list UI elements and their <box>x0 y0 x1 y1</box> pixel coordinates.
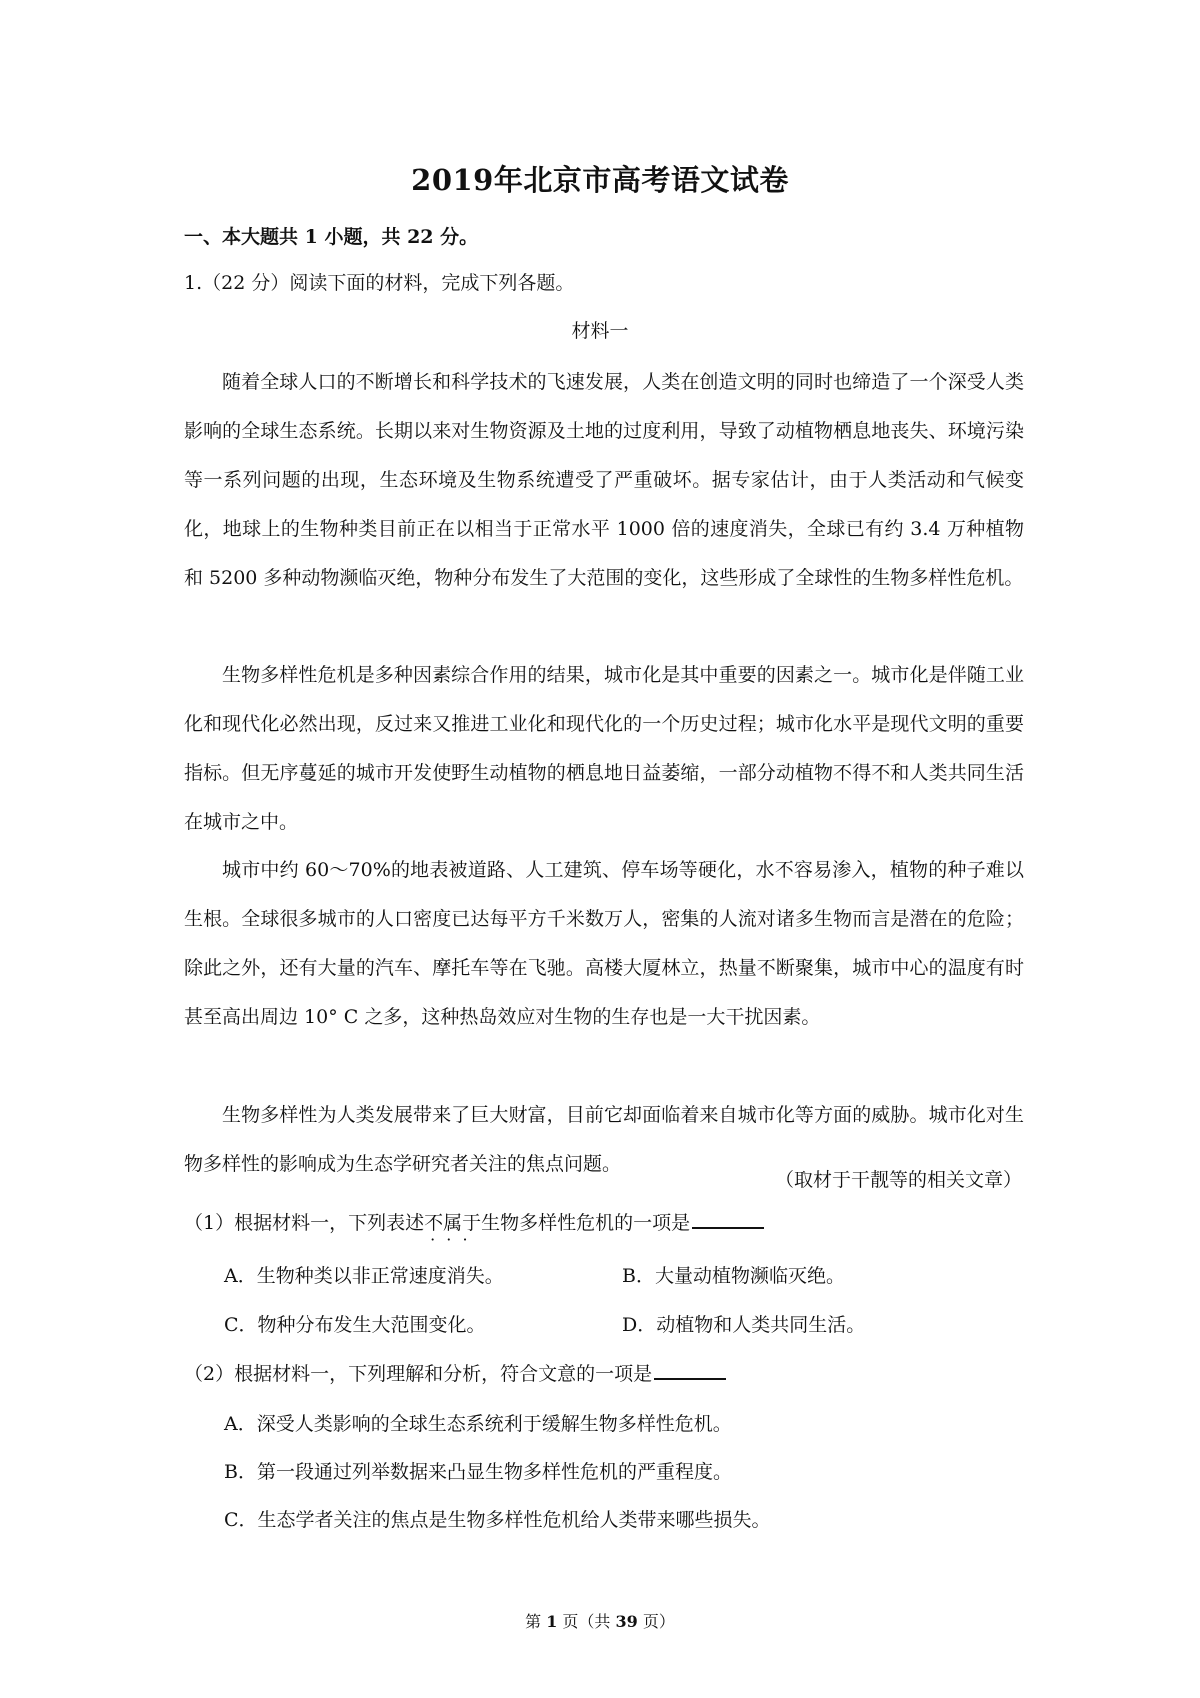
answer-blank[interactable] <box>692 1209 764 1229</box>
answer-blank[interactable] <box>654 1360 726 1380</box>
emphasis-text: 不属于 · · · <box>424 1212 481 1234</box>
sub-question-1-prefix: （1）根据材料一，下列表述 <box>184 1212 425 1234</box>
option-1c: C．物种分布发生大范围变化。 <box>224 1314 486 1336</box>
paragraph-1: 随着全球人口的不断增长和科学技术的飞速发展，人类在创造文明的同时也缔造了一个深受人类影响的全球生态系统。长期以来对生物资源及土地的过度利用，导致了动植物栖息地丧失、环境污染等一系列问题的出现，生态环境及生物系统遭受了严重破坏。据专家估计，由于人类活动和气候变化，地球上的生物种类目前正在以相当于正常水平 1000 倍的速度消失，全球已有约 3.4 万种植物和 5200 多种动物濒临灭绝，物种分布发生了大范围的变化，这些形成了全球性的生物多样性危机。 <box>184 371 1024 589</box>
paragraph-2: 生物多样性危机是多种因素综合作用的结果，城市化是其中重要的因素之一。城市化是伴随工业化和现代化必然出现，反过来又推进工业化和现代化的一个历史过程；城市化水平是现代文明的重要指标。但无序蔓延的城市开发使野生动植物的栖息地日益萎缩，一部分动植物不得不和人类共同生活在城市之中。 <box>184 664 1024 833</box>
page-footer <box>0 1609 1200 1632</box>
paragraph-4: 生物多样性为人类发展带来了巨大财富，目前它却面临着来自城市化等方面的威胁。城市化对生物多样性的影响成为生态学研究者关注的焦点问题。 <box>184 1104 1024 1175</box>
material-heading: 材料一 <box>571 320 629 342</box>
option-2b: B．第一段通过列举数据来凸显生物多样性危机的严重程度。 <box>224 1461 732 1483</box>
source-note: （取材于干靓等的相关文章） <box>774 1169 1022 1191</box>
option-2c: C．生态学者关注的焦点是生物多样性危机给人类带来哪些损失。 <box>224 1509 771 1531</box>
option-1b: B．大量动植物濒临灭绝。 <box>622 1265 845 1287</box>
sub-question-1-suffix: 生物多样性危机的一项是 <box>481 1212 691 1234</box>
sub-question-2 <box>184 1359 726 1386</box>
question-intro: 1.（22 分）阅读下面的材料，完成下列各题。 <box>184 272 575 294</box>
page-title: 2019年北京市高考语文试卷 <box>411 163 789 197</box>
option-2a: A．深受人类影响的全球生态系统利于缓解生物多样性危机。 <box>224 1413 732 1435</box>
sub-question-2-stem: （2）根据材料一，下列理解和分析，符合文意的一项是 <box>184 1363 653 1385</box>
paragraph-3: 城市中约 60～70%的地表被道路、人工建筑、停车场等硬化，水不容易渗入，植物的种子难以生根。全球很多城市的人口密度已达每平方千米数万人，密集的人流对诸多生物而言是潜在的危险；除此之外，还有大量的汽车、摩托车等在飞驰。高楼大厦林立，热量不断聚集，城市中心的温度有时甚至高出周边 10° C 之多，这种热岛效应对生物的生存也是一大干扰因素。 <box>184 859 1024 1028</box>
footer-total-pages: 39 <box>615 1612 638 1631</box>
section-heading: 一、本大题共 1 小题，共 22 分。 <box>184 226 479 248</box>
footer-text-3: 页） <box>642 1612 675 1631</box>
footer-text-2: 页（共 <box>562 1612 611 1631</box>
option-1a: A．生物种类以非正常速度消失。 <box>224 1265 504 1287</box>
sub-question-1 <box>184 1208 764 1235</box>
option-1d: D．动植物和人类共同生活。 <box>622 1314 866 1336</box>
footer-text-1: 第 <box>525 1612 542 1631</box>
footer-page-number: 1 <box>546 1612 558 1631</box>
